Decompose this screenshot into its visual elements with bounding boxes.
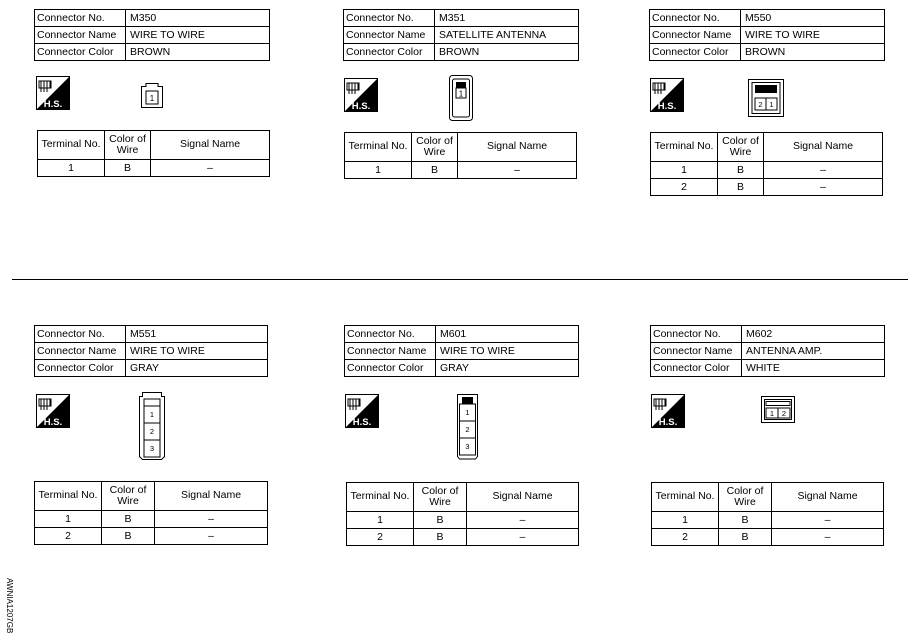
- signal-name-header: Signal Name: [458, 133, 577, 162]
- pin-number: 2: [465, 425, 470, 434]
- signal-name-header: Signal Name: [151, 131, 270, 160]
- hs-label: H.S.: [352, 417, 372, 428]
- wire-color-cell: B: [414, 529, 467, 546]
- pin-number: 1: [149, 410, 155, 419]
- connector-no-value: M601: [436, 326, 579, 343]
- connector-block-m351: [343, 9, 579, 61]
- color-of-wire-header: Color of Wire: [105, 131, 151, 160]
- connector-color-value: GRAY: [436, 360, 579, 377]
- connector-color-label: Connector Color: [344, 44, 435, 61]
- signal-name-header: Signal Name: [764, 133, 883, 162]
- connector-info-table: [34, 9, 270, 61]
- signal-name-cell: –: [155, 528, 268, 545]
- connector-color-value: BROWN: [741, 44, 885, 61]
- hs-label: H.S.: [351, 101, 371, 112]
- connector-block-m550: [649, 9, 885, 61]
- signal-name-cell: –: [467, 529, 579, 546]
- connector-no-value: M551: [126, 326, 268, 343]
- connector-info-table: [34, 325, 268, 377]
- connector-no-label: Connector No.: [35, 10, 126, 27]
- table-row: [38, 160, 270, 177]
- table-row: [652, 512, 884, 529]
- terminal-table-m351: [344, 132, 577, 179]
- terminal-no-header: Terminal No.: [35, 482, 102, 511]
- pin-number: 1: [465, 408, 470, 417]
- connector-color-value: WHITE: [742, 360, 885, 377]
- wire-color-cell: B: [105, 160, 151, 177]
- table-row: [347, 529, 579, 546]
- wire-color-cell: B: [719, 512, 772, 529]
- hs-harness-side-icon: [36, 76, 70, 110]
- signal-name-cell: –: [764, 162, 883, 179]
- connector-name-value: ANTENNA AMP.: [742, 343, 885, 360]
- connector-name-label: Connector Name: [650, 27, 741, 44]
- connector-name-label: Connector Name: [345, 343, 436, 360]
- terminal-no-cell: 1: [38, 160, 105, 177]
- table-row: [347, 512, 579, 529]
- color-of-wire-header: Color of Wire: [412, 133, 458, 162]
- signal-name-cell: –: [772, 529, 884, 546]
- connector-name-label: Connector Name: [651, 343, 742, 360]
- connector-no-label: Connector No.: [650, 10, 741, 27]
- connector-no-label: Connector No.: [651, 326, 742, 343]
- connector-no-value: M350: [126, 10, 270, 27]
- connector-block-m350: [34, 9, 270, 61]
- connector-block-m602: [650, 325, 885, 377]
- connector-color-value: BROWN: [435, 44, 579, 61]
- wire-color-cell: B: [719, 529, 772, 546]
- hs-harness-side-icon: [36, 394, 70, 428]
- color-of-wire-header: Color of Wire: [414, 483, 467, 512]
- connector-color-label: Connector Color: [35, 44, 126, 61]
- wire-color-cell: B: [102, 528, 155, 545]
- signal-name-cell: –: [764, 179, 883, 196]
- connector-face-m602: [761, 396, 795, 423]
- signal-name-header: Signal Name: [772, 483, 884, 512]
- terminal-table-m550: [650, 132, 883, 196]
- connector-name-value: WIRE TO WIRE: [126, 343, 268, 360]
- connector-face-m551: [139, 392, 165, 460]
- connector-color-value: GRAY: [126, 360, 268, 377]
- pin-number: 1: [769, 100, 774, 109]
- signal-name-cell: –: [155, 511, 268, 528]
- connector-color-label: Connector Color: [35, 360, 126, 377]
- connector-color-value: BROWN: [126, 44, 270, 61]
- terminal-no-header: Terminal No.: [652, 483, 719, 512]
- connector-block-m601: [344, 325, 579, 377]
- connector-color-label: Connector Color: [345, 360, 436, 377]
- document-code: AWNIA1207GB: [5, 578, 14, 634]
- hs-label: H.S.: [658, 417, 678, 428]
- pin-number: 1: [769, 409, 775, 418]
- hs-harness-side-icon: [650, 78, 684, 112]
- connector-no-label: Connector No.: [344, 10, 435, 27]
- document-code-wrap: [4, 578, 16, 638]
- connector-face-m351: [449, 75, 473, 121]
- connector-no-label: Connector No.: [35, 326, 126, 343]
- connector-name-value: SATELLITE ANTENNA: [435, 27, 579, 44]
- color-of-wire-header: Color of Wire: [102, 482, 155, 511]
- hs-label: H.S.: [657, 101, 677, 112]
- terminal-no-cell: 2: [35, 528, 102, 545]
- connector-info-table: [343, 9, 579, 61]
- connector-no-value: M550: [741, 10, 885, 27]
- terminal-no-header: Terminal No.: [38, 131, 105, 160]
- terminal-no-cell: 1: [345, 162, 412, 179]
- connector-face-m601: [455, 394, 480, 460]
- wire-color-cell: B: [412, 162, 458, 179]
- connector-color-label: Connector Color: [650, 44, 741, 61]
- hs-harness-side-icon: [345, 394, 379, 428]
- hs-label: H.S.: [43, 417, 63, 428]
- pin-number: 2: [758, 100, 763, 109]
- section-divider: [12, 279, 908, 280]
- pin-number: 2: [149, 427, 155, 436]
- connector-name-value: WIRE TO WIRE: [741, 27, 885, 44]
- table-row: [651, 179, 883, 196]
- terminal-no-cell: 2: [652, 529, 719, 546]
- wire-color-cell: B: [414, 512, 467, 529]
- signal-name-cell: –: [772, 512, 884, 529]
- wire-color-cell: B: [718, 179, 764, 196]
- terminal-no-header: Terminal No.: [347, 483, 414, 512]
- pin-number: 1: [458, 89, 464, 99]
- connector-name-label: Connector Name: [344, 27, 435, 44]
- terminal-no-cell: 1: [652, 512, 719, 529]
- connector-name-value: WIRE TO WIRE: [126, 27, 270, 44]
- terminal-table-m601: [346, 482, 579, 546]
- connector-info-table: [649, 9, 885, 61]
- signal-name-header: Signal Name: [467, 483, 579, 512]
- terminal-table-m551: [34, 481, 268, 545]
- connector-no-label: Connector No.: [345, 326, 436, 343]
- connector-name-label: Connector Name: [35, 27, 126, 44]
- terminal-no-cell: 1: [651, 162, 718, 179]
- connector-face-m550: [748, 79, 784, 117]
- hs-harness-side-icon: [344, 78, 378, 112]
- wire-color-cell: B: [718, 162, 764, 179]
- connector-face-m350: [141, 83, 163, 108]
- terminal-no-cell: 2: [347, 529, 414, 546]
- signal-name-cell: –: [151, 160, 270, 177]
- terminal-no-cell: 2: [651, 179, 718, 196]
- signal-name-header: Signal Name: [155, 482, 268, 511]
- table-row: [651, 162, 883, 179]
- wire-color-cell: B: [102, 511, 155, 528]
- connector-name-label: Connector Name: [35, 343, 126, 360]
- hs-label: H.S.: [43, 99, 63, 110]
- pin-number: 3: [465, 442, 470, 451]
- terminal-no-header: Terminal No.: [651, 133, 718, 162]
- color-of-wire-header: Color of Wire: [719, 483, 772, 512]
- table-row: [35, 528, 268, 545]
- connector-block-m551: [34, 325, 268, 377]
- terminal-no-header: Terminal No.: [345, 133, 412, 162]
- terminal-table-m350: [37, 130, 270, 177]
- table-row: [35, 511, 268, 528]
- pin-number: 1: [149, 94, 155, 103]
- connector-no-value: M351: [435, 10, 579, 27]
- table-row: [345, 162, 577, 179]
- connector-color-label: Connector Color: [651, 360, 742, 377]
- pin-number: 3: [149, 444, 155, 453]
- signal-name-cell: –: [467, 512, 579, 529]
- hs-harness-side-icon: [651, 394, 685, 428]
- connector-no-value: M602: [742, 326, 885, 343]
- pin-number: 2: [781, 409, 787, 418]
- signal-name-cell: –: [458, 162, 577, 179]
- terminal-no-cell: 1: [35, 511, 102, 528]
- connector-info-table: [650, 325, 885, 377]
- terminal-no-cell: 1: [347, 512, 414, 529]
- terminal-table-m602: [651, 482, 884, 546]
- connector-info-table: [344, 325, 579, 377]
- table-row: [652, 529, 884, 546]
- color-of-wire-header: Color of Wire: [718, 133, 764, 162]
- connector-name-value: WIRE TO WIRE: [436, 343, 579, 360]
